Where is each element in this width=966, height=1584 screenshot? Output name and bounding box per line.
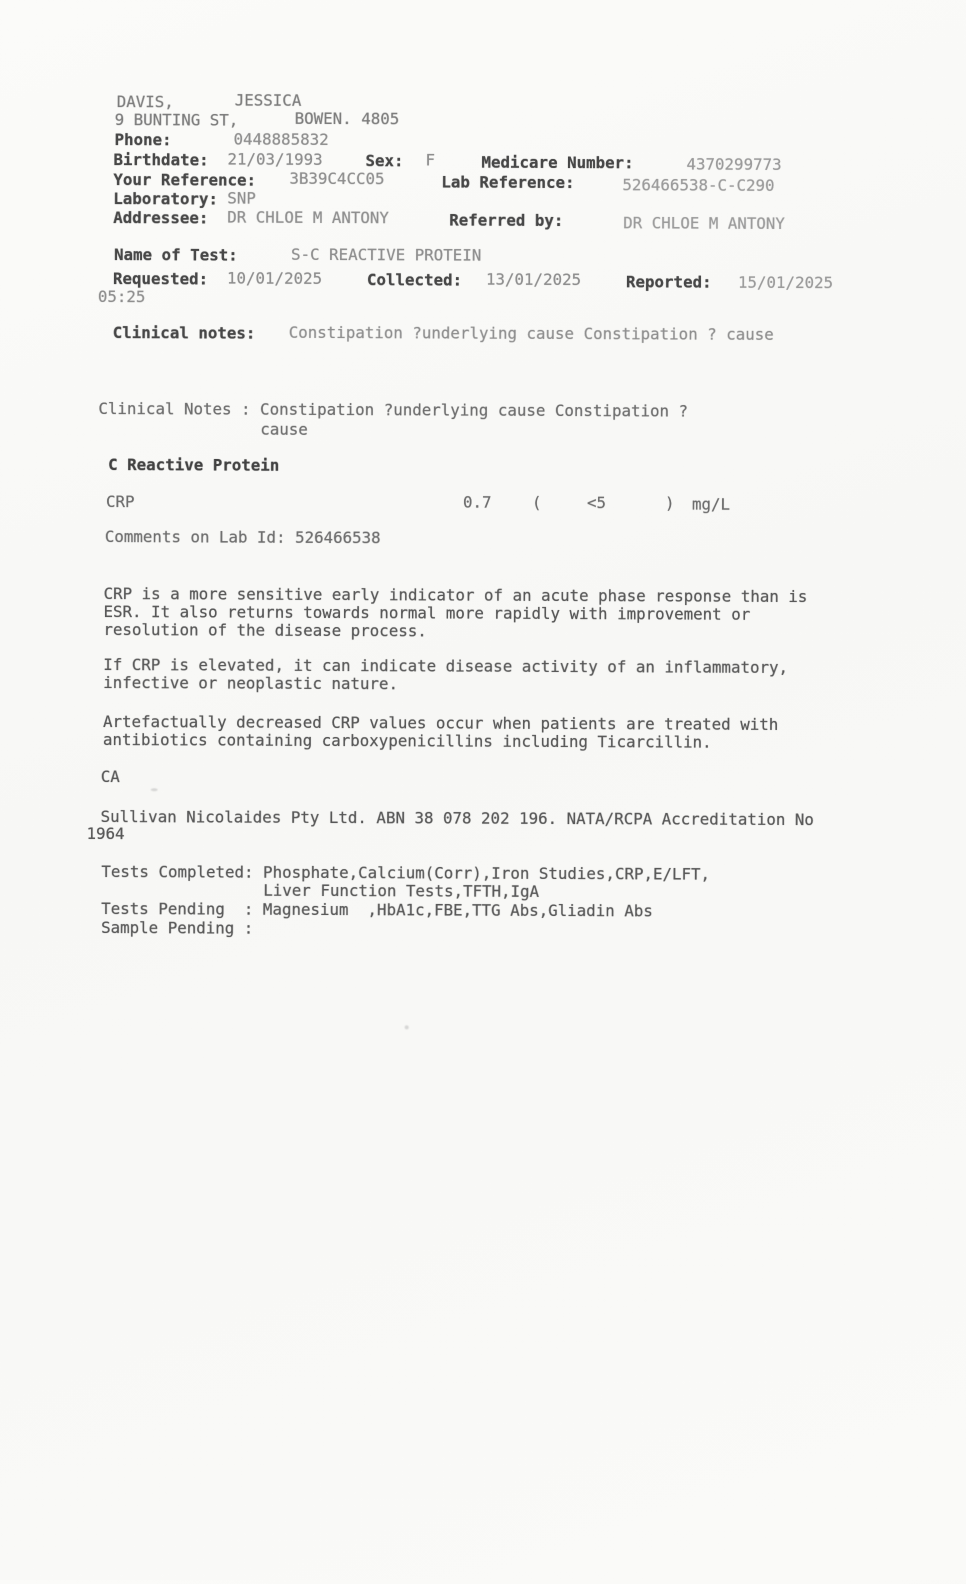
- laboratory-label: Laboratory:: [113, 189, 218, 209]
- scan-artifact-dot: [405, 1025, 409, 1029]
- your-reference-label: Your Reference:: [113, 170, 257, 190]
- medicare-label: Medicare Number:: [481, 152, 634, 173]
- comments-heading: Comments on Lab Id: 526466538: [104, 527, 381, 548]
- comment-paragraph1-line2: ESR. It also returns towards normal more rapidly with improvement or: [103, 602, 751, 624]
- phone-value: 0448885832: [233, 129, 329, 149]
- patient-first-name: JESSICA: [234, 90, 302, 110]
- birthdate-value: 21/03/1993: [227, 149, 323, 169]
- medicare-value: 4370299773: [686, 154, 782, 174]
- collected-label: Collected:: [366, 270, 463, 290]
- your-reference-value: 3B39C4CC05: [289, 168, 385, 189]
- reference-open-paren: (: [531, 492, 542, 512]
- reference-range: <5: [586, 493, 607, 513]
- pathologist-initials: CA: [100, 767, 120, 787]
- requested-label: Requested:: [112, 269, 209, 289]
- referred-by-value: DR CHLOE M ANTONY: [623, 213, 785, 233]
- section-title: C Reactive Protein: [108, 455, 280, 475]
- accreditation-line2: 1964: [86, 823, 125, 844]
- accreditation-line1: Sullivan Nicolaides Pty Ltd. ABN 38 078 202 196. NATA/RCPA Accreditation No: [100, 807, 814, 830]
- tests-completed-continuation: Liver Function Tests,TFTH,IgA: [263, 880, 540, 901]
- referred-by-label: Referred by:: [449, 210, 564, 231]
- addressee-label: Addressee:: [113, 208, 209, 228]
- analyte-name: CRP: [105, 492, 135, 512]
- sex-value: F: [425, 150, 436, 170]
- patient-street: 9 BUNTING ST,: [114, 110, 239, 130]
- comment-paragraph2-line1: If CRP is elevated, it can indicate disease activity of an inflammatory,: [103, 655, 789, 678]
- collected-date: 13/01/2025: [485, 269, 582, 290]
- tests-completed-line: Tests Completed: Phosphate,Calcium(Corr),Iron Studies,CRP,E/LFT,: [101, 862, 711, 884]
- clinical-notes-line2: cause: [260, 419, 308, 439]
- test-name-value: S-C REACTIVE PROTEIN: [291, 244, 482, 265]
- birthdate-label: Birthdate:: [113, 150, 209, 170]
- lab-reference-value: 526466538-C-C290: [622, 175, 775, 195]
- result-value: 0.7: [462, 492, 492, 512]
- clinical-notes-value: Constipation ?underlying cause Constipation ? cause: [288, 322, 774, 344]
- result-units: mg/L: [691, 494, 731, 514]
- addressee-value: DR CHLOE M ANTONY: [227, 207, 389, 228]
- sex-label: Sex:: [365, 151, 404, 171]
- laboratory-value: SNP: [227, 188, 256, 208]
- lab-reference-label: Lab Reference:: [441, 172, 575, 193]
- patient-header: [2, 0, 966, 233]
- comment-paragraph2-line2: infective or neoplastic nature.: [103, 673, 399, 694]
- comment-paragraph1-line3: resolution of the disease process.: [103, 620, 427, 641]
- clinical-notes-label: Clinical notes:: [112, 323, 256, 343]
- phone-label: Phone:: [114, 130, 172, 150]
- patient-city-postcode: BOWEN. 4805: [294, 108, 400, 129]
- tests-pending-line: Tests Pending : Magnesium ,HbA1c,FBE,TTG Abs,Gliadin Abs: [101, 899, 653, 921]
- comment-paragraph3-line1: Artefactually decreased CRP values occur when patients are treated with: [102, 712, 779, 734]
- test-name-label: Name of Test:: [114, 245, 238, 265]
- patient-last-name: DAVIS,: [116, 92, 174, 112]
- comment-paragraph1-line1: CRP is a more sensitive early indicator of an acute phase response than is: [103, 584, 808, 607]
- scan-artifact-dash: [151, 788, 158, 791]
- reference-close-paren: ): [664, 493, 675, 513]
- requested-date: 10/01/2025: [226, 268, 323, 288]
- reported-time: 05:25: [97, 286, 146, 307]
- clinical-notes-line1: Clinical Notes : Constipation ?underlying cause Constipation ?: [98, 398, 689, 421]
- reported-date: 15/01/2025: [737, 272, 834, 293]
- sample-pending-line: Sample Pending :: [101, 918, 254, 938]
- reported-label: Reported:: [625, 272, 712, 292]
- comment-paragraph3-line2: antibiotics containing carboxypenicillins including Ticarcillin.: [102, 730, 712, 752]
